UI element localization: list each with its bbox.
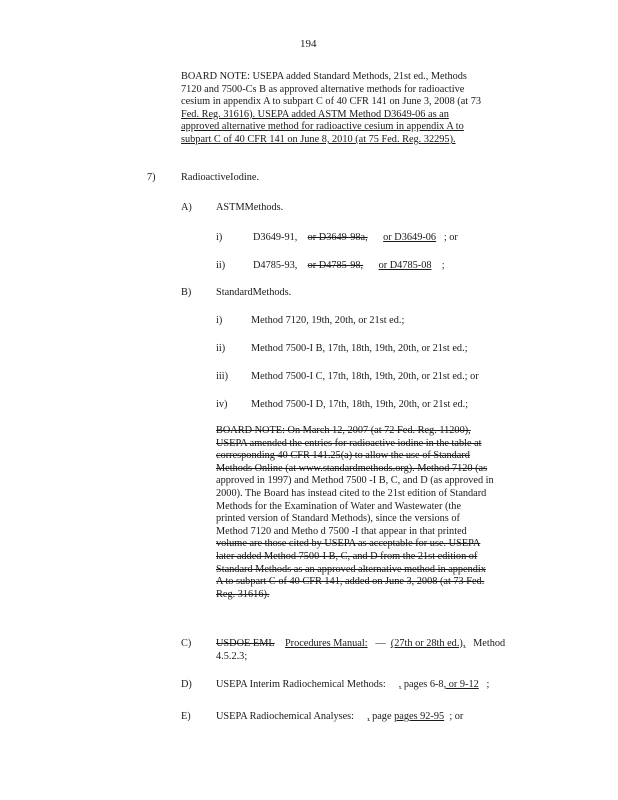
edition-added: (27th or 28th ed.), [390,638,466,649]
note-line-added: subpart C of 40 CFR 141 on June 8, 2010 (at 75 Fed. Reg. 32295). [181,133,456,145]
item-c-line [216,637,505,650]
note-line-struck: later added Method 7500-I B, C, and D from the 21st edition of [216,550,478,562]
page-number: 194 [300,38,317,50]
method-struck: or D3649-98a, [307,232,368,243]
note-line-struck: A to subpart C of 40 CFR 141, added on June 3, 2008 (at 73 Fed. [216,576,485,588]
standard-method-line: Method 7500-I B, 17th, 18th, 19th, 20th, or 21st ed.; [251,343,468,354]
astm-method-line [253,231,458,244]
note-line-added: Fed. Reg. 31616). USEPA added ASTM Method D3649-06 as an [181,108,449,120]
note-line: printed version of Standard Methods), since the versions of [216,513,460,525]
method-base: D4785-93, [253,260,298,271]
item-d-text: USEPA Interim Radiochemical Methods: [216,679,386,690]
note-line-struck: volume are those cited by USEPA as acceptable for use. USEPA [216,538,481,550]
item-d-tail: ; [486,679,490,690]
page-text: page [372,711,392,722]
sub-item-number: ii) [216,260,226,271]
pages-text: pages 6-8 [403,679,444,690]
item-e-text: USEPA Radiochemical Analyses: [216,711,355,722]
method-tail: Method [473,638,506,649]
board-note-cesium [181,71,541,147]
note-line: cesium in appendix A to subpart C of 40 CFR 141 on June 3, 2008 (at 73 [181,96,482,108]
note-line: Methods for the Examination of Water and Wastewater (the [216,500,462,512]
note-line-struck: BOARD NOTE: On March 12, 2007 (at 72 Fed. Reg. 11200), [216,425,471,436]
item-7-title: RadioactiveIodine. [181,172,260,183]
method-added: or D4785-08 [378,260,432,271]
standard-method-line: Method 7500-I C, 17th, 18th, 19th, 20th, or 21st ed.; or [251,371,479,382]
note-line: BOARD NOTE: USEPA added Standard Methods, 21st ed., Methods [181,71,467,82]
item-e-tail: ; or [449,711,464,722]
item-b-title: StandardMethods. [216,287,292,298]
item-c-line-2: 4.5.2.3; [216,651,248,662]
method-base: D3649-91, [253,232,298,243]
pages-added: , or 9-12 [443,679,479,690]
sub-item-number: iv) [216,399,228,410]
item-a-title: ASTMMethods. [216,202,284,213]
note-line: 2000). The Board has instead cited to the 21st edition of Standard [216,487,487,499]
board-note-iodine [216,425,538,601]
item-b-letter: B) [181,287,192,298]
method-added: or D3649-06 [383,232,437,243]
item-e-line [216,710,463,723]
standard-method-line: Method 7120, 19th, 20th, or 21st ed.; [251,315,405,326]
item-d-letter: D) [181,679,192,690]
note-line-struck: Reg. 31616). [216,588,270,600]
sub-item-number: ii) [216,343,226,354]
sub-item-number: i) [216,232,223,243]
astm-method-line [253,259,445,272]
sub-item-number: iii) [216,371,229,382]
pages-added: pages 92-95 [394,711,445,722]
method-tail: ; [441,260,445,271]
method-struck: or D4785-98, [307,260,364,271]
item-e-letter: E) [181,711,191,722]
note-line: approved in 1997) and Method 7500 -I B, C, and D (as approved in [216,475,494,487]
method-tail: ; or [443,232,458,243]
sub-item-number: i) [216,315,223,326]
dash-mark: — [375,638,386,649]
note-line: Method 7120 and Metho d 7500 -I that appear in that printed [216,525,467,537]
manual-title: Procedures Manual: [284,638,368,649]
struck-text: USDOE EML [216,638,275,649]
note-line: 7120 and 7500-Cs B as approved alternative methods for radioactive [181,83,465,95]
struck-text: , [366,711,370,722]
note-line-struck: USEPA amended the entries for radioactive iodine in the table at [216,437,482,449]
note-line-struck: Standard Methods as an approved alternative method in appendix [216,563,486,575]
item-d-line [216,678,489,691]
note-line-struck: corresponding 40 CFR 141.25(a) to allow the use of Standard [216,450,470,462]
note-line-added: approved alternative method for radioactive cesium in appendix A to [181,121,464,133]
note-line-struck: Methods Online (at www.standardmethods.org). Method 7120 (as [216,462,488,474]
item-c-letter: C) [181,638,192,649]
item-7-number: 7) [147,172,156,183]
item-a-letter: A) [181,202,192,213]
struck-text: , [398,679,402,690]
standard-method-line: Method 7500-I D, 17th, 18th, 19th, 20th, or 21st ed.; [251,399,469,410]
